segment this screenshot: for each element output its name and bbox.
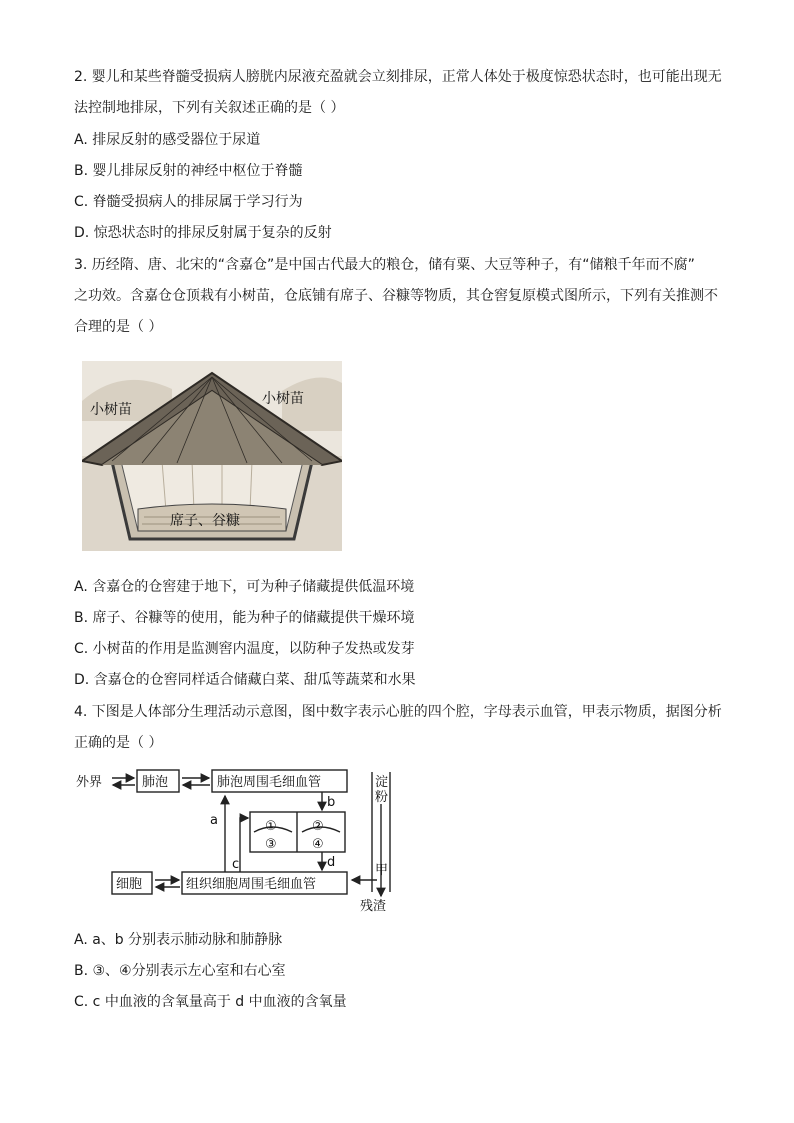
q3-option-a: A. 含嘉仓的仓窖建于地下，可为种子储藏提供低温环境	[74, 579, 415, 595]
q3-option-d: D. 含嘉仓的仓窖同样适合储藏白菜、甜瓜等蔬菜和水果	[74, 672, 416, 688]
label-mat-chaff: 席子、谷糠	[170, 513, 240, 529]
q3-stem-line3: 合理的是（ ）	[74, 319, 163, 335]
label-chamber-1: ①	[265, 819, 277, 834]
label-chamber-2: ②	[312, 819, 324, 834]
q4-stem-line2: 正确的是（ ）	[74, 735, 163, 751]
q2-stem-line2: 法控制地排尿，下列有关叙述正确的是（ ）	[74, 100, 345, 116]
label-cell: 细胞	[116, 877, 143, 892]
label-residue: 残渣	[360, 899, 387, 913]
q4-option-b: B. ③、④分别表示左心室和右心室	[74, 963, 286, 979]
granary-figure	[82, 361, 342, 551]
q4-option-c: C. c 中血液的含氧量高于 d 中血液的含氧量	[74, 994, 347, 1010]
q2-option-c: C. 脊髓受损病人的排尿属于学习行为	[74, 194, 303, 210]
label-jia: 甲	[375, 863, 389, 878]
label-starch-2: 粉	[375, 790, 389, 805]
q2-option-d: D. 惊恐状态时的排尿反射属于复杂的反射	[74, 225, 332, 241]
label-outside: 外界	[76, 775, 103, 790]
label-c: c	[232, 857, 240, 872]
physiology-diagram	[72, 768, 407, 913]
label-chamber-4: ④	[312, 837, 324, 852]
label-a: a	[210, 813, 218, 828]
label-starch-1: 淀	[375, 775, 389, 790]
q3-stem-line1: 3. 历经隋、唐、北宋的“含嘉仓”是中国古代最大的粮仓，储有粟、大豆等种子，有“储粮千年而不腐”	[74, 257, 695, 273]
label-right-sapling: 小树苗	[262, 391, 304, 407]
label-alveoli: 肺泡	[142, 775, 169, 790]
label-d: d	[327, 855, 336, 870]
q4-option-a: A. a、b 分别表示肺动脉和肺静脉	[74, 932, 283, 948]
granary-illustration	[82, 361, 342, 551]
q2-stem-line1: 2. 婴儿和某些脊髓受损病人膀胱内尿液充盈就会立刻排尿，正常人体处于极度惊恐状态时，也可能出现无	[74, 69, 722, 85]
label-tissue-capillary: 组织细胞周围毛细血管	[186, 877, 317, 892]
q2-option-a: A. 排尿反射的感受器位于尿道	[74, 132, 261, 148]
label-chamber-3: ③	[265, 837, 277, 852]
q3-option-b: B. 席子、谷糠等的使用，能为种子的储藏提供干燥环境	[74, 610, 415, 626]
q4-stem-line1: 4. 下图是人体部分生理活动示意图，图中数字表示心脏的四个腔，字母表示血管，甲表示物质，据图分析	[74, 704, 722, 720]
q2-option-b: B. 婴儿排尿反射的神经中枢位于脊髓	[74, 163, 303, 179]
label-b: b	[327, 795, 336, 810]
label-left-sapling: 小树苗	[90, 402, 132, 418]
q3-option-c: C. 小树苗的作用是监测窖内温度，以防种子发热或发芽	[74, 641, 415, 657]
q3-stem-line2: 之功效。含嘉仓仓顶栽有小树苗，仓底铺有席子、谷糠等物质，其仓窖复原模式图所示，下列有关推测不	[74, 288, 718, 304]
label-alveolar-capillary: 肺泡周围毛细血管	[217, 775, 322, 790]
